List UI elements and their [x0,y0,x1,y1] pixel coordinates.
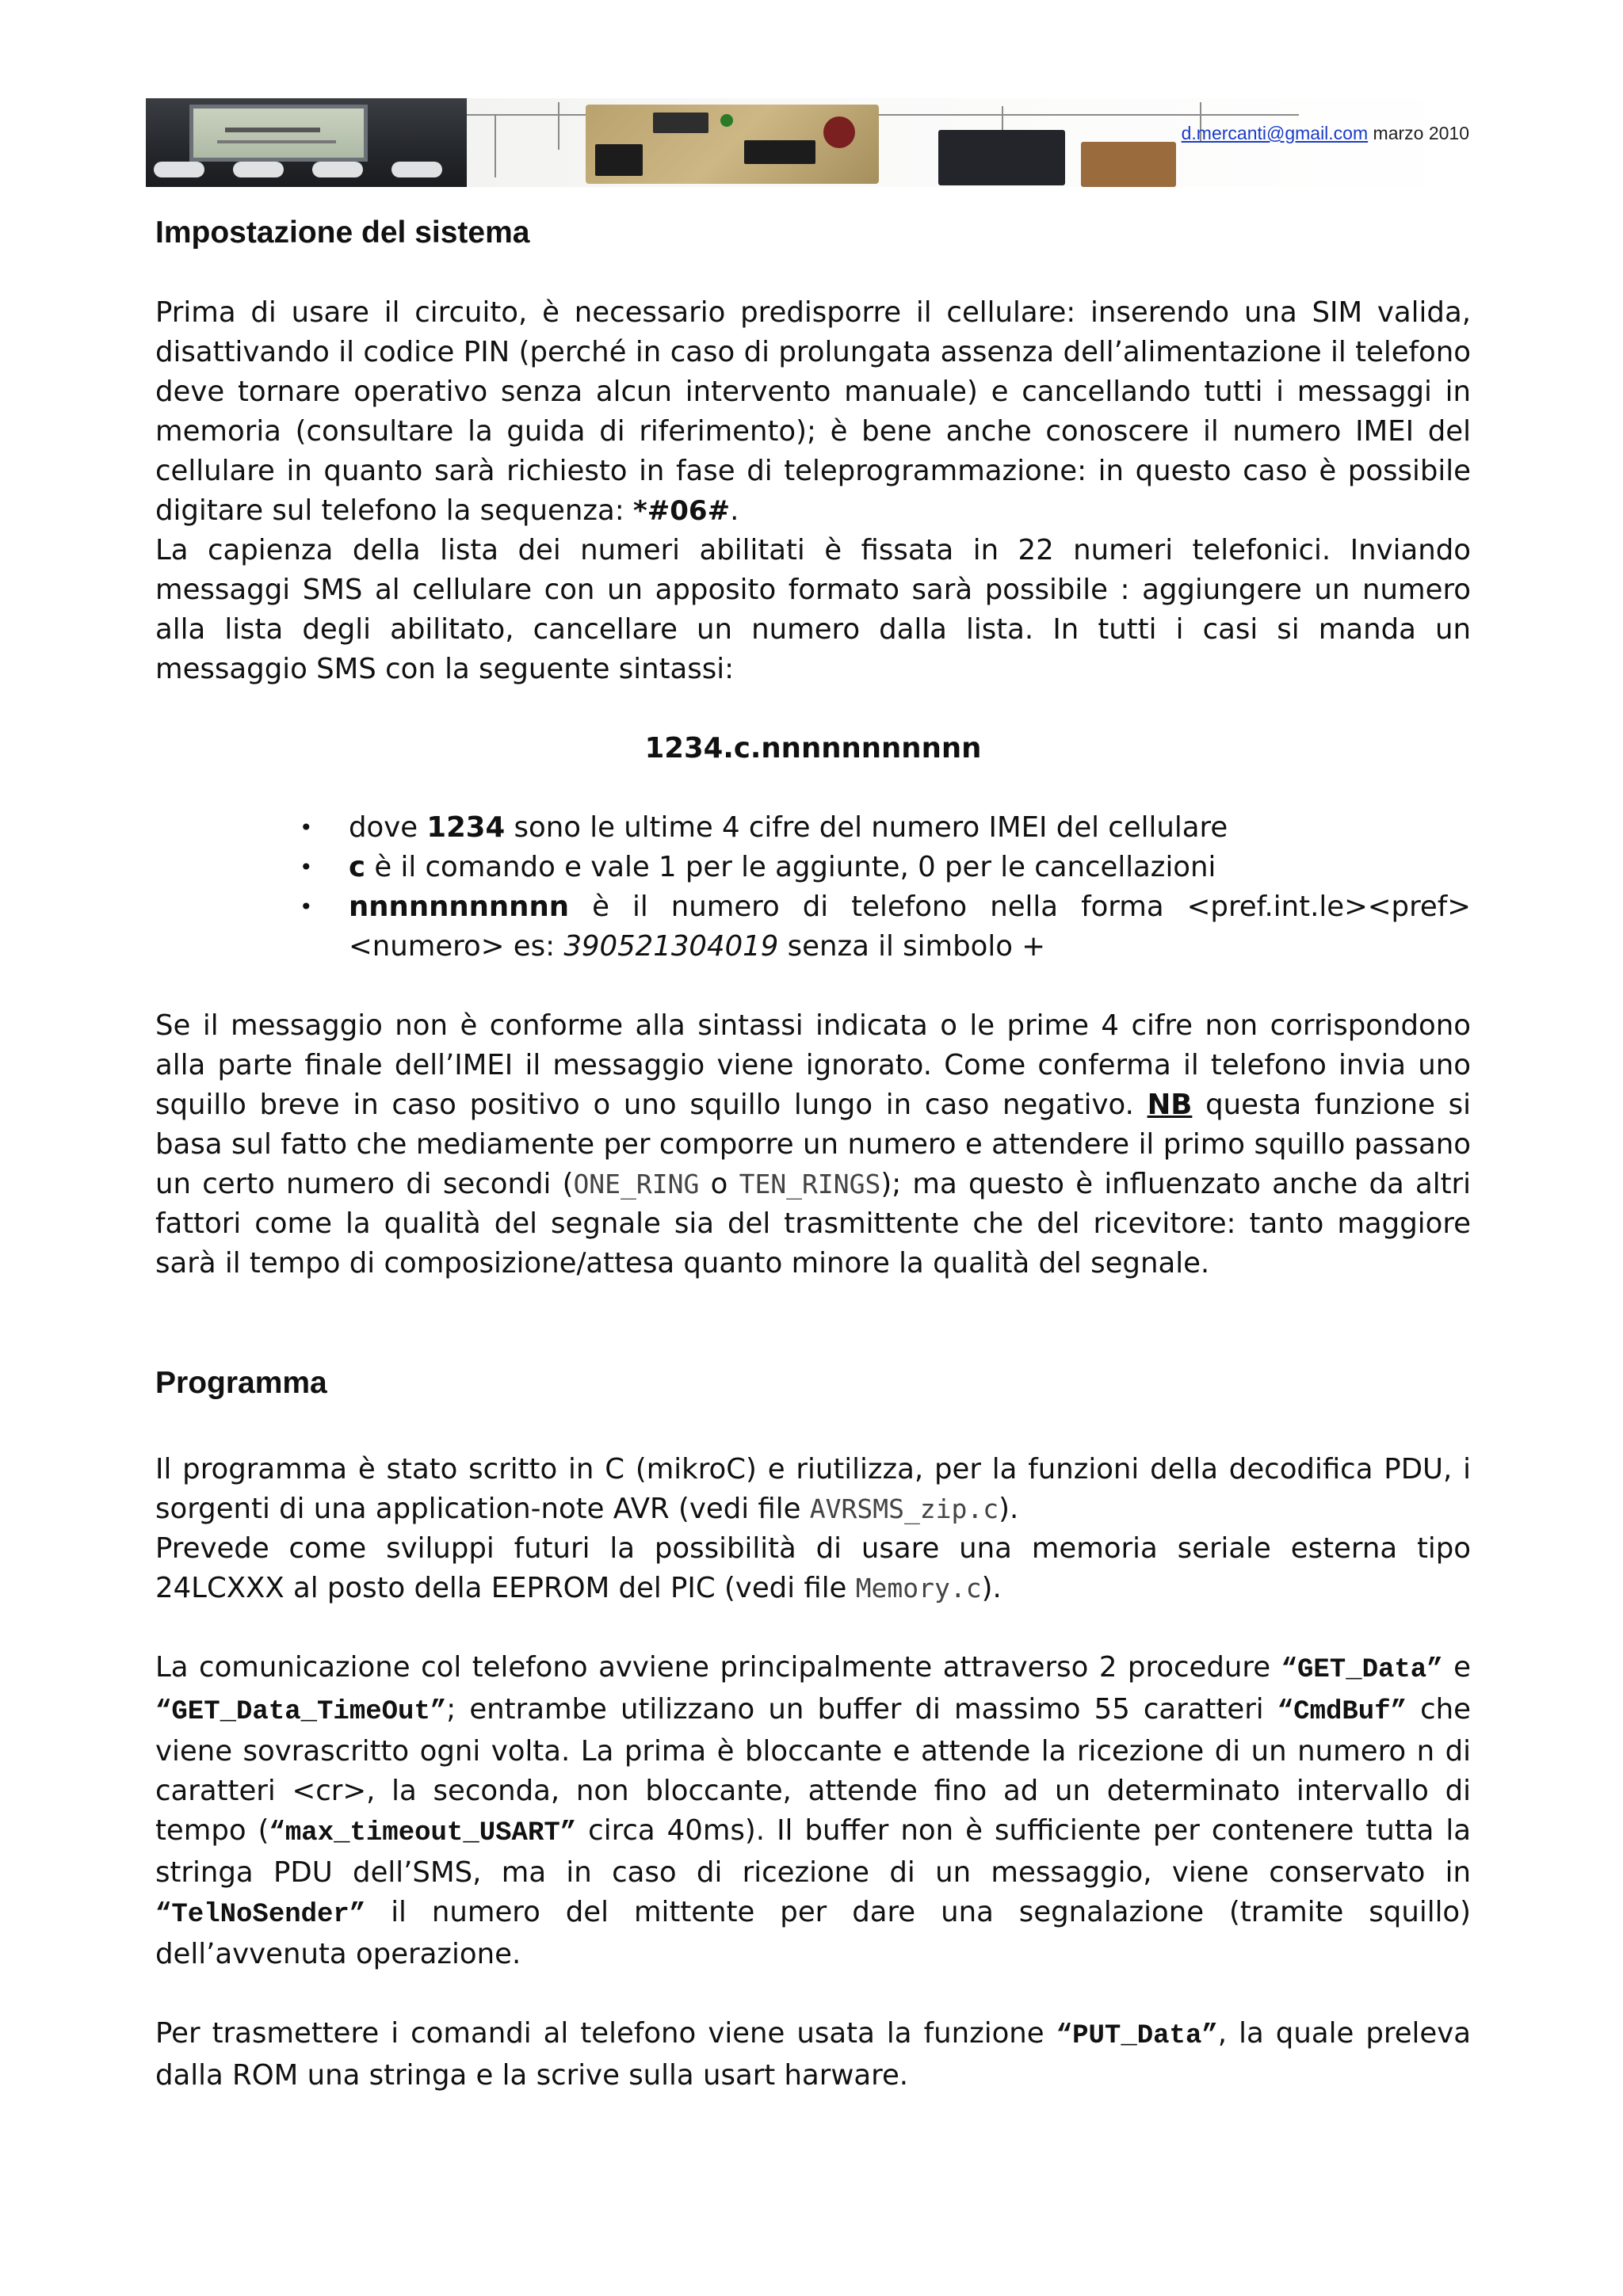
header-contact [1182,123,1472,144]
email-link[interactable]: d.mercanti@gmail.com [1181,123,1369,143]
bullet-icon: • [300,814,313,841]
imei-sequence: *#06# [632,495,731,527]
header-banner [146,98,1472,187]
setup-paragraph-2: La capienza della lista dei numeri abilitati è fissata in 22 numeri telefonici. Inviando messaggi SMS al cellulare con un apposito formato sarà possibile : aggiungere un numero alla lista degli abilitato, cancellare un numero dalla lista. In tutti i casi si manda un messaggio SMS con la seguente sintassi: [155,534,1471,685]
phone-photo [146,98,467,187]
list-item: • c è il comando e vale 1 per le aggiunte, 0 per le cancellazioni [349,848,1471,887]
program-paragraph-3: La comunicazione col telefono avviene principalmente attraverso 2 procedure “GET_Data” e “GET_Data_TimeOut”; entrambe utilizzano un buffer di massimo 55 caratteri “CmdBuf” che viene sovrascritto ogni volta. La prima è bloccante e attende la ricezione di un numero n di caratteri <cr>, la seconda, non bloccante, attende fino ad un determinato intervallo di tempo (“max_timeout_USART” circa 40ms). Il buffer non è sufficiente per contenere tutta la stringa PDU dell’SMS, ma in caso di ricezione di un messaggio, viene conservato in “TelNoSender” il numero del mittente per dare una segnalazione (tramite squillo) dell’avvenuta operazione. [155,1651,1471,1970]
document-body [155,212,1471,2096]
program-paragraph-1: Il programma è stato scritto in C (mikroC) e riutilizza, per la funzioni della decodifica PDU, i sorgenti di una application-note AVR (vedi file AVRSMS_zip.c). [155,1453,1471,1525]
program-paragraph-2: Prevede come sviluppi futuri la possibilità di usare una memoria seriale esterna tipo 24LCXXX al posto della EEPROM del PIC (vedi file Memory.c). [155,1532,1471,1604]
setup-paragraph-3: Se il messaggio non è conforme alla sintassi indicata o le prime 4 cifre non corrispondono alla parte finale dell’IMEI il messaggio viene ignorato. Come conferma il telefono invia uno squillo breve in caso positivo o uno squillo lungo in caso negativo. NB questa funzione si basa sul fatto che mediamente per comporre un numero e attendere il primo squillo passano un certo numero di secondi (ONE_RING o TEN_RINGS); ma questo è influenzato anche da altri fattori come la qualità del segnale sia del trasmittente che del ricevitore: tanto maggiore sarà il tempo di composizione/attesa quanto minore la qualità del segnale. [155,1009,1471,1280]
relay-photo [938,130,1065,185]
bullet-icon: • [300,894,313,920]
bullet-icon: • [300,854,313,880]
syntax-list [300,808,1471,967]
nb-label: NB [1147,1089,1193,1121]
list-item: • dove 1234 sono le ultime 4 cifre del numero IMEI del cellulare [349,808,1471,848]
sms-syntax: 1234.c.nnnnnnnnnnn [644,732,982,765]
phone-screen [189,105,368,162]
component-photo [1081,142,1176,187]
program-paragraph-4: Per trasmettere i comandi al telefono viene usata la funzione “PUT_Data”, la quale preleva dalla ROM una stringa e la scrive sulla usart harware. [155,2017,1471,2092]
section-title-setup: Impostazione del sistema [155,215,530,250]
header-date: marzo 2010 [1368,123,1469,143]
setup-paragraph-1: Prima di usare il circuito, è necessario predisporre il cellulare: inserendo una SIM valida, disattivando il codice PIN (perché in caso di prolungata assenza dell’alimentazione il telefono deve tornare operativo senza alcun intervento manuale) e cancellando tutti i messaggi in memoria (consultare la guida di riferimento); è bene anche conoscere il numero IMEI del cellulare in quanto sarà richiesto in fase di teleprogrammazione: in questo caso è possibile digitare sul telefono la sequenza: *#06#. [155,296,1471,527]
list-item: • nnnnnnnnnnn è il numero di telefono nella forma <pref.int.le><pref><numero> es: 390521304019 senza il simbolo + [349,887,1471,967]
circuit-board-photo [586,105,879,184]
section-title-program: Programma [155,1366,327,1400]
